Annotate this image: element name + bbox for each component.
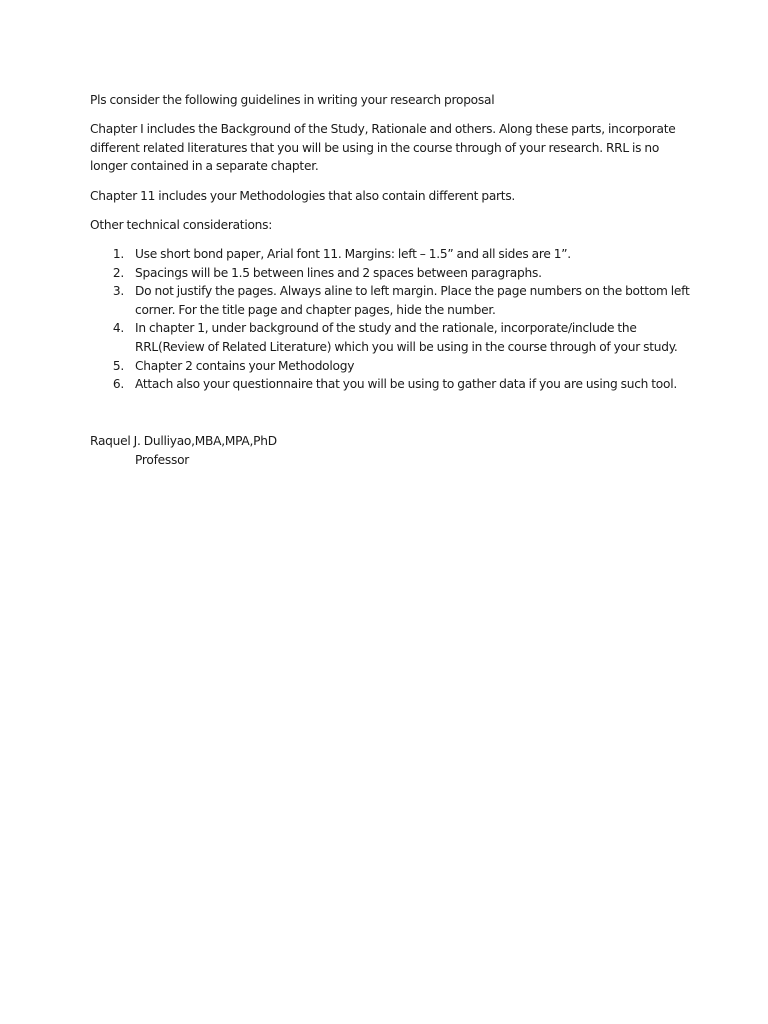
list-item [90, 319, 690, 356]
intro-paragraph: Pls consider the following guidelines in writing your research proposal [90, 93, 495, 107]
list-item-line: Use short bond paper, Arial font 11. Margins: left – 1.5” and all sides are 1”. [135, 246, 571, 261]
list-item [90, 245, 690, 264]
list-number: 5. [112, 358, 124, 373]
guidelines-list [90, 245, 690, 394]
list-number: 3. [112, 284, 124, 299]
list-number: 2. [112, 265, 124, 280]
list-item-line: Spacings will be 1.5 between lines and 2 spaces between paragraphs. [135, 265, 542, 280]
signature-block [90, 432, 690, 469]
chapter1-line: longer contained in a separate chapter. [90, 159, 319, 174]
signature-name: Raquel J. Dulliyao,MBA,MPA,PhD [90, 434, 277, 449]
list-item-line: Chapter 2 contains your Methodology [135, 358, 355, 373]
list-item-line: RRL(Review of Related Literature) which you will be using in the course through of your study. [135, 339, 678, 354]
list-number: 1. [112, 246, 124, 261]
chapter1-line: Chapter I includes the Background of the Study, Rationale and others. Along these parts, incorporate [90, 122, 676, 137]
list-item-line: Attach also your questionnaire that you will be using to gather data if you are using such tool. [135, 377, 677, 392]
list-item-text [135, 282, 690, 319]
list-item [90, 282, 690, 319]
list-number: 4. [112, 321, 124, 336]
list-item-line: In chapter 1, under background of the study and the rationale, incorporate/include the [135, 321, 637, 336]
list-item [90, 357, 690, 376]
list-item-line: corner. For the title page and chapter pages, hide the number. [135, 302, 496, 317]
other-considerations-heading: Other technical considerations: [90, 217, 273, 232]
chapter1-paragraph [90, 120, 690, 176]
list-item-text [135, 357, 690, 376]
list-item-text [135, 264, 690, 283]
list-item-line: Do not justify the pages. Always aline to left margin. Place the page numbers on the bottom left [135, 284, 690, 299]
signature-title: Professor [135, 452, 190, 467]
list-item-text [135, 375, 690, 394]
document-page [90, 91, 690, 469]
list-item [90, 375, 690, 394]
list-item-text [135, 245, 690, 264]
list-item [90, 264, 690, 283]
chapter2-paragraph: Chapter 11 includes your Methodologies that also contain different parts. [90, 188, 516, 203]
list-item-text [135, 319, 690, 356]
chapter1-line: different related literatures that you will be using in the course through of your research. RRL is no [90, 140, 660, 155]
list-number: 6. [112, 377, 124, 392]
